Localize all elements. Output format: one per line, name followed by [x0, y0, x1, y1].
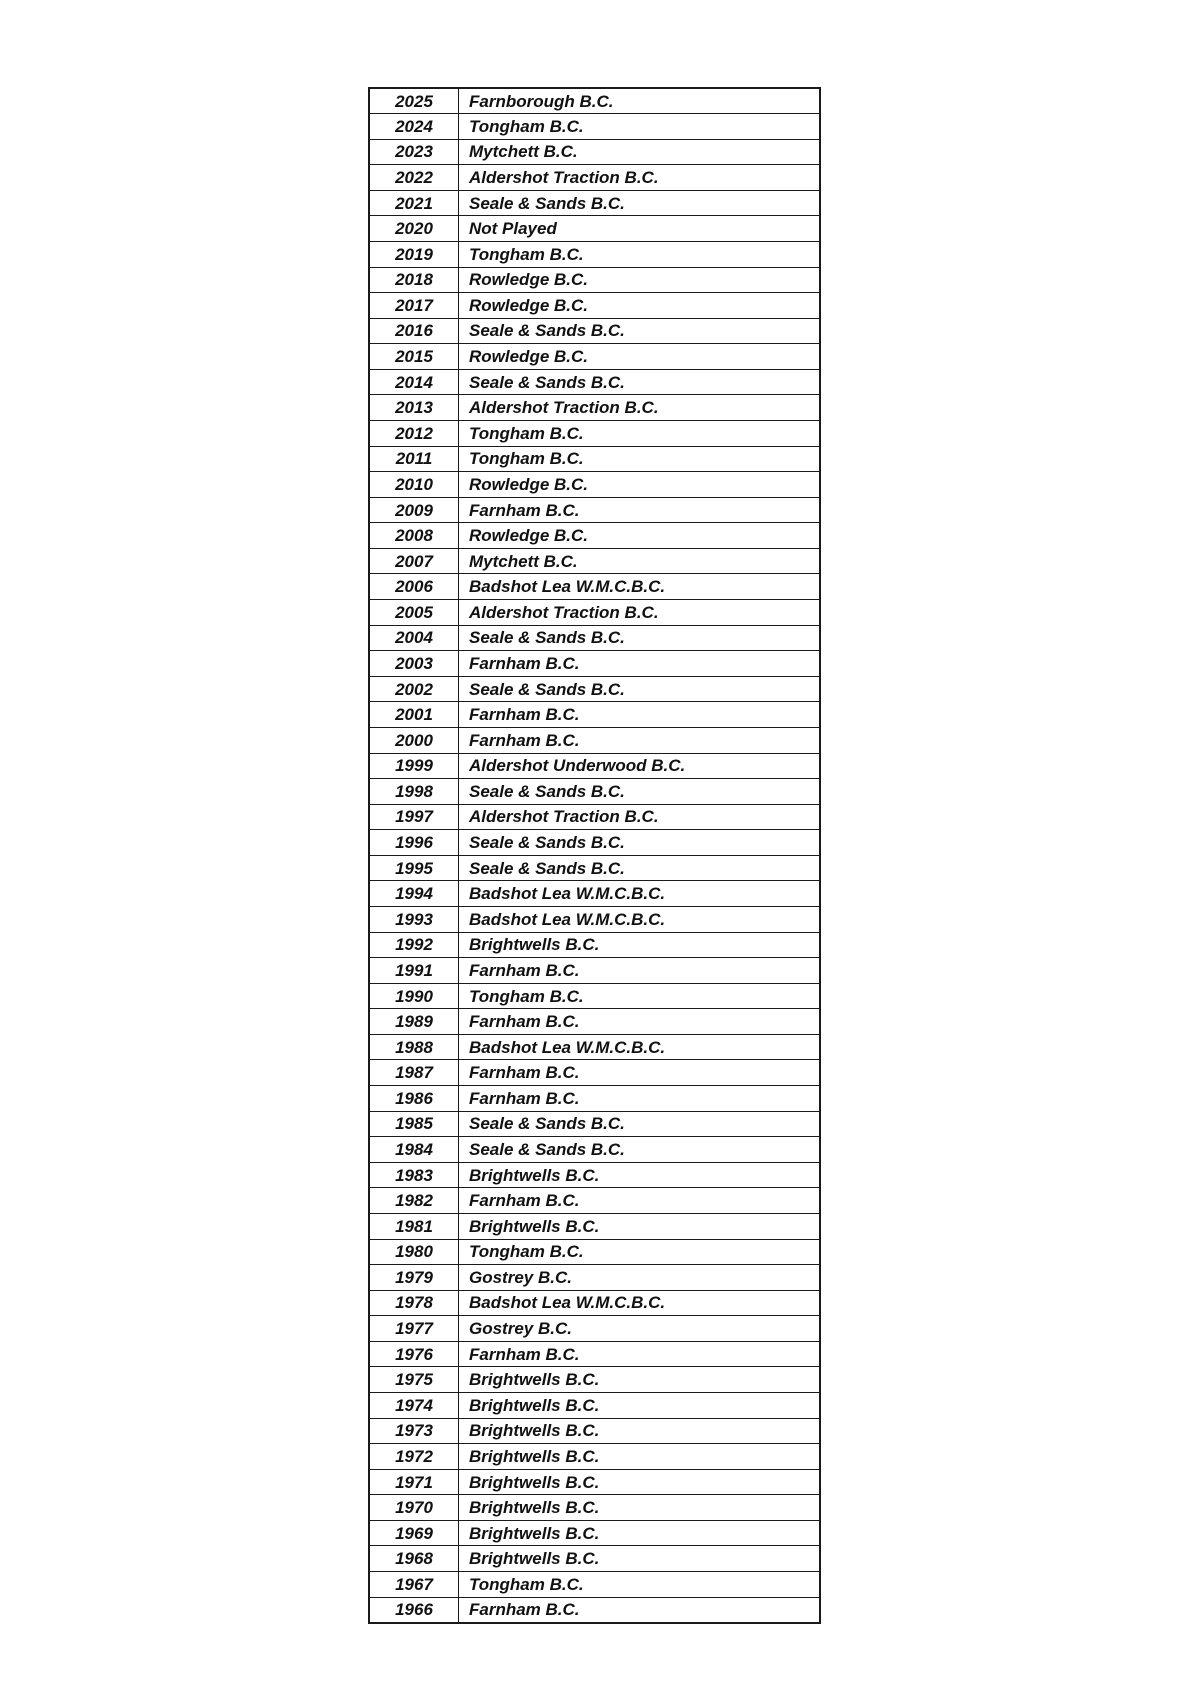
winner-cell: Gostrey B.C. [459, 1316, 821, 1342]
year-cell: 2015 [369, 344, 459, 370]
year-cell: 1969 [369, 1520, 459, 1546]
winner-cell: Farnham B.C. [459, 1060, 821, 1086]
winner-cell: Badshot Lea W.M.C.B.C. [459, 1290, 821, 1316]
table-row [369, 625, 820, 651]
table-row [369, 1520, 820, 1546]
year-cell: 2018 [369, 267, 459, 293]
winner-cell: Aldershot Traction B.C. [459, 600, 821, 626]
table-row [369, 1137, 820, 1163]
table-row [369, 1316, 820, 1342]
table-row [369, 676, 820, 702]
table-row [369, 907, 820, 933]
table-row [369, 190, 820, 216]
table-row [369, 651, 820, 677]
year-cell: 2014 [369, 369, 459, 395]
year-cell: 2002 [369, 676, 459, 702]
table-row [369, 855, 820, 881]
year-cell: 1980 [369, 1239, 459, 1265]
winner-cell: Farnham B.C. [459, 1086, 821, 1112]
table-row [369, 1086, 820, 1112]
year-cell: 2022 [369, 165, 459, 191]
winner-cell: Farnham B.C. [459, 727, 821, 753]
table-row [369, 574, 820, 600]
winner-cell: Brightwells B.C. [459, 1469, 821, 1495]
winner-cell: Brightwells B.C. [459, 1213, 821, 1239]
year-cell: 1987 [369, 1060, 459, 1086]
year-cell: 1972 [369, 1444, 459, 1470]
year-cell: 2003 [369, 651, 459, 677]
year-cell: 1982 [369, 1188, 459, 1214]
table-row [369, 369, 820, 395]
year-cell: 2025 [369, 88, 459, 114]
winner-cell: Seale & Sands B.C. [459, 190, 821, 216]
winner-cell: Brightwells B.C. [459, 1444, 821, 1470]
winner-cell: Rowledge B.C. [459, 344, 821, 370]
year-cell: 2000 [369, 727, 459, 753]
year-cell: 2004 [369, 625, 459, 651]
year-cell: 2011 [369, 446, 459, 472]
winner-cell: Tongham B.C. [459, 1239, 821, 1265]
winner-cell: Badshot Lea W.M.C.B.C. [459, 907, 821, 933]
table-row [369, 804, 820, 830]
winner-cell: Brightwells B.C. [459, 1418, 821, 1444]
year-cell: 2006 [369, 574, 459, 600]
table-row [369, 1111, 820, 1137]
winner-cell: Aldershot Traction B.C. [459, 804, 821, 830]
winner-cell: Rowledge B.C. [459, 293, 821, 319]
winner-cell: Seale & Sands B.C. [459, 779, 821, 805]
winner-cell: Seale & Sands B.C. [459, 369, 821, 395]
table-row [369, 114, 820, 140]
table-row [369, 932, 820, 958]
year-cell: 1992 [369, 932, 459, 958]
winner-cell: Seale & Sands B.C. [459, 625, 821, 651]
winner-cell: Tongham B.C. [459, 421, 821, 447]
table-row [369, 1469, 820, 1495]
table-row [369, 548, 820, 574]
winner-cell: Rowledge B.C. [459, 523, 821, 549]
winner-cell: Tongham B.C. [459, 983, 821, 1009]
winner-cell: Mytchett B.C. [459, 139, 821, 165]
year-cell: 2013 [369, 395, 459, 421]
year-cell: 2020 [369, 216, 459, 242]
year-cell: 1989 [369, 1009, 459, 1035]
year-cell: 1966 [369, 1597, 459, 1623]
year-cell: 2005 [369, 600, 459, 626]
year-cell: 1976 [369, 1341, 459, 1367]
table-row [369, 139, 820, 165]
table-row [369, 753, 820, 779]
year-cell: 1977 [369, 1316, 459, 1342]
table-row [369, 1572, 820, 1598]
winner-cell: Seale & Sands B.C. [459, 1137, 821, 1163]
table-row [369, 523, 820, 549]
table-row [369, 1162, 820, 1188]
table-row [369, 472, 820, 498]
winner-cell: Seale & Sands B.C. [459, 1111, 821, 1137]
winner-cell: Brightwells B.C. [459, 1546, 821, 1572]
table-row [369, 497, 820, 523]
table-row [369, 1060, 820, 1086]
winner-cell: Aldershot Traction B.C. [459, 165, 821, 191]
winner-cell: Farnham B.C. [459, 1009, 821, 1035]
year-cell: 1997 [369, 804, 459, 830]
table-row [369, 1392, 820, 1418]
table-row [369, 1009, 820, 1035]
year-cell: 1995 [369, 855, 459, 881]
winner-cell: Farnham B.C. [459, 1188, 821, 1214]
winner-cell: Gostrey B.C. [459, 1265, 821, 1291]
table-row [369, 1188, 820, 1214]
year-cell: 2021 [369, 190, 459, 216]
table-row [369, 1546, 820, 1572]
winner-cell: Seale & Sands B.C. [459, 855, 821, 881]
year-cell: 1998 [369, 779, 459, 805]
winner-cell: Brightwells B.C. [459, 932, 821, 958]
winner-cell: Brightwells B.C. [459, 1520, 821, 1546]
year-cell: 2019 [369, 241, 459, 267]
table-row [369, 1290, 820, 1316]
year-cell: 1973 [369, 1418, 459, 1444]
year-cell: 2012 [369, 421, 459, 447]
championship-winners-table [368, 87, 821, 1624]
winners-table-body [369, 88, 820, 1623]
winner-cell: Aldershot Traction B.C. [459, 395, 821, 421]
table-row [369, 1444, 820, 1470]
winner-cell: Badshot Lea W.M.C.B.C. [459, 881, 821, 907]
winner-cell: Brightwells B.C. [459, 1392, 821, 1418]
year-cell: 1981 [369, 1213, 459, 1239]
table-row [369, 1239, 820, 1265]
table-row [369, 293, 820, 319]
winner-cell: Tongham B.C. [459, 241, 821, 267]
year-cell: 2024 [369, 114, 459, 140]
winner-cell: Seale & Sands B.C. [459, 830, 821, 856]
table-row [369, 344, 820, 370]
year-cell: 1970 [369, 1495, 459, 1521]
table-row [369, 267, 820, 293]
year-cell: 1990 [369, 983, 459, 1009]
year-cell: 1979 [369, 1265, 459, 1291]
table-row [369, 958, 820, 984]
winner-cell: Badshot Lea W.M.C.B.C. [459, 1034, 821, 1060]
table-row [369, 600, 820, 626]
winner-cell: Farnham B.C. [459, 1341, 821, 1367]
table-row [369, 241, 820, 267]
year-cell: 1974 [369, 1392, 459, 1418]
winner-cell: Not Played [459, 216, 821, 242]
table-row [369, 395, 820, 421]
table-row [369, 421, 820, 447]
year-cell: 2017 [369, 293, 459, 319]
table-row [369, 1367, 820, 1393]
year-cell: 1986 [369, 1086, 459, 1112]
table-row [369, 1418, 820, 1444]
winner-cell: Rowledge B.C. [459, 472, 821, 498]
year-cell: 1996 [369, 830, 459, 856]
table-row [369, 446, 820, 472]
winner-cell: Brightwells B.C. [459, 1162, 821, 1188]
year-cell: 1978 [369, 1290, 459, 1316]
winner-cell: Brightwells B.C. [459, 1367, 821, 1393]
winner-cell: Aldershot Underwood B.C. [459, 753, 821, 779]
year-cell: 1991 [369, 958, 459, 984]
year-cell: 1971 [369, 1469, 459, 1495]
year-cell: 1993 [369, 907, 459, 933]
year-cell: 2009 [369, 497, 459, 523]
winner-cell: Farnham B.C. [459, 497, 821, 523]
year-cell: 1967 [369, 1572, 459, 1598]
winner-cell: Tongham B.C. [459, 446, 821, 472]
winner-cell: Farnham B.C. [459, 958, 821, 984]
winner-cell: Mytchett B.C. [459, 548, 821, 574]
year-cell: 1994 [369, 881, 459, 907]
table-row [369, 830, 820, 856]
table-row [369, 881, 820, 907]
table-row [369, 727, 820, 753]
table-row [369, 1034, 820, 1060]
year-cell: 2016 [369, 318, 459, 344]
table-row [369, 1495, 820, 1521]
year-cell: 1968 [369, 1546, 459, 1572]
year-cell: 1988 [369, 1034, 459, 1060]
winner-cell: Tongham B.C. [459, 114, 821, 140]
table-row [369, 1597, 820, 1623]
year-cell: 2023 [369, 139, 459, 165]
year-cell: 1975 [369, 1367, 459, 1393]
winner-cell: Farnham B.C. [459, 1597, 821, 1623]
table-row [369, 1341, 820, 1367]
table-row [369, 702, 820, 728]
table-row [369, 983, 820, 1009]
winner-cell: Seale & Sands B.C. [459, 676, 821, 702]
winner-cell: Tongham B.C. [459, 1572, 821, 1598]
winner-cell: Seale & Sands B.C. [459, 318, 821, 344]
winner-cell: Farnborough B.C. [459, 88, 821, 114]
winner-cell: Badshot Lea W.M.C.B.C. [459, 574, 821, 600]
winner-cell: Farnham B.C. [459, 702, 821, 728]
year-cell: 2001 [369, 702, 459, 728]
year-cell: 2010 [369, 472, 459, 498]
winner-cell: Farnham B.C. [459, 651, 821, 677]
table-row [369, 88, 820, 114]
winner-cell: Brightwells B.C. [459, 1495, 821, 1521]
year-cell: 1999 [369, 753, 459, 779]
winner-cell: Rowledge B.C. [459, 267, 821, 293]
table-row [369, 165, 820, 191]
year-cell: 2008 [369, 523, 459, 549]
table-row [369, 1213, 820, 1239]
table-row [369, 779, 820, 805]
year-cell: 1984 [369, 1137, 459, 1163]
table-row [369, 318, 820, 344]
table-row [369, 216, 820, 242]
table-row [369, 1265, 820, 1291]
year-cell: 2007 [369, 548, 459, 574]
year-cell: 1983 [369, 1162, 459, 1188]
year-cell: 1985 [369, 1111, 459, 1137]
